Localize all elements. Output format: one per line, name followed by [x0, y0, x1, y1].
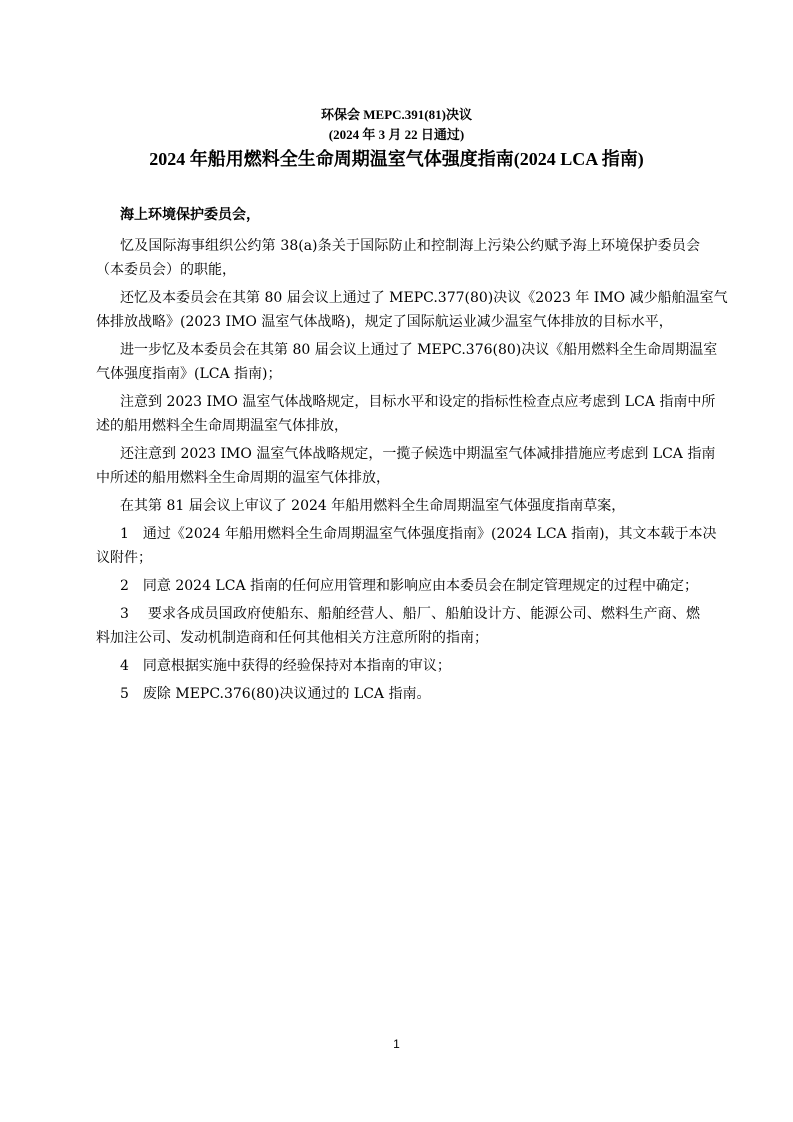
paragraph-line: 注意到 2023 IMO 温室气体战略规定，目标水平和设定的指标性检查点应考虑到 LCA 指南中所: [120, 394, 716, 410]
paragraph: [96, 682, 700, 706]
paragraph-line: 2 同意 2024 LCA 指南的任何应用管理和影响应由本委员会在制定管理规定的过程中确定；: [120, 578, 699, 594]
document-title: 2024 年船用燃料全生命周期温室气体强度指南(2024 LCA 指南): [149, 149, 644, 169]
paragraph-line: 气体强度指南》(LCA 指南)；: [96, 366, 282, 382]
paragraph-line: 4 同意根据实施中获得的经验保持对本指南的审议；: [120, 658, 451, 674]
paragraph-line: 议附件；: [96, 550, 152, 566]
paragraph-line: 料加注公司、发动机制造商和任何其他相关方注意所附的指南；: [96, 630, 488, 646]
paragraph-line: 5 废除 MEPC.376(80)决议通过的 LCA 指南。: [120, 686, 431, 702]
paragraph: [96, 338, 718, 386]
paragraph-line: 述的船用燃料全生命周期温室气体排放，: [96, 418, 348, 434]
resolution-number: 环保会 MEPC.391(81)决议: [321, 107, 472, 122]
paragraph: [96, 286, 728, 334]
paragraph: [96, 234, 700, 282]
paragraph: [96, 390, 716, 438]
paragraph-line: 还忆及本委员会在其第 80 届会议上通过了 MEPC.377(80)决议《2023 年 IMO 减少船舶温室气: [120, 290, 728, 306]
paragraph: [96, 442, 716, 490]
paragraph-line: 中所述的船用燃料全生命周期的温室气体排放，: [96, 470, 390, 486]
document-body: [96, 234, 728, 710]
paragraph-line: 体排放战略》(2023 IMO 温室气体战略)，规定了国际航运业减少温室气体排放的目标水平，: [96, 314, 673, 330]
paragraph: [96, 654, 700, 678]
adoption-date: (2024 年 3 月 22 日通过): [328, 127, 465, 142]
addressee: 海上环境保护委员会，: [120, 207, 260, 223]
paragraph-line: 1 通过《2024 年船用燃料全生命周期温室气体强度指南》(2024 LCA 指南)，其文本载于本决: [120, 526, 717, 542]
paragraph: [96, 494, 700, 518]
paragraph-line: 还注意到 2023 IMO 温室气体战略规定，一揽子候选中期温室气体减排措施应考虑到 LCA 指南: [120, 446, 716, 462]
page-number: 1: [393, 1037, 400, 1051]
paragraph: [96, 574, 700, 598]
paragraph: [96, 522, 717, 570]
paragraph: [96, 602, 700, 650]
paragraph-line: 进一步忆及本委员会在其第 80 届会议上通过了 MEPC.376(80)决议《船用燃料全生命周期温室: [120, 342, 718, 358]
paragraph-line: 在其第 81 届会议上审议了 2024 年船用燃料全生命周期温室气体强度指南草案，: [120, 498, 626, 514]
paragraph-line: 忆及国际海事组织公约第 38(a)条关于国际防止和控制海上污染公约赋予海上环境保护委员会: [120, 238, 700, 254]
paragraph-line: 3 要求各成员国政府使船东、船舶经营人、船厂、船舶设计方、能源公司、燃料生产商、燃: [120, 606, 700, 622]
paragraph-line: （本委员会）的职能，: [96, 262, 236, 278]
